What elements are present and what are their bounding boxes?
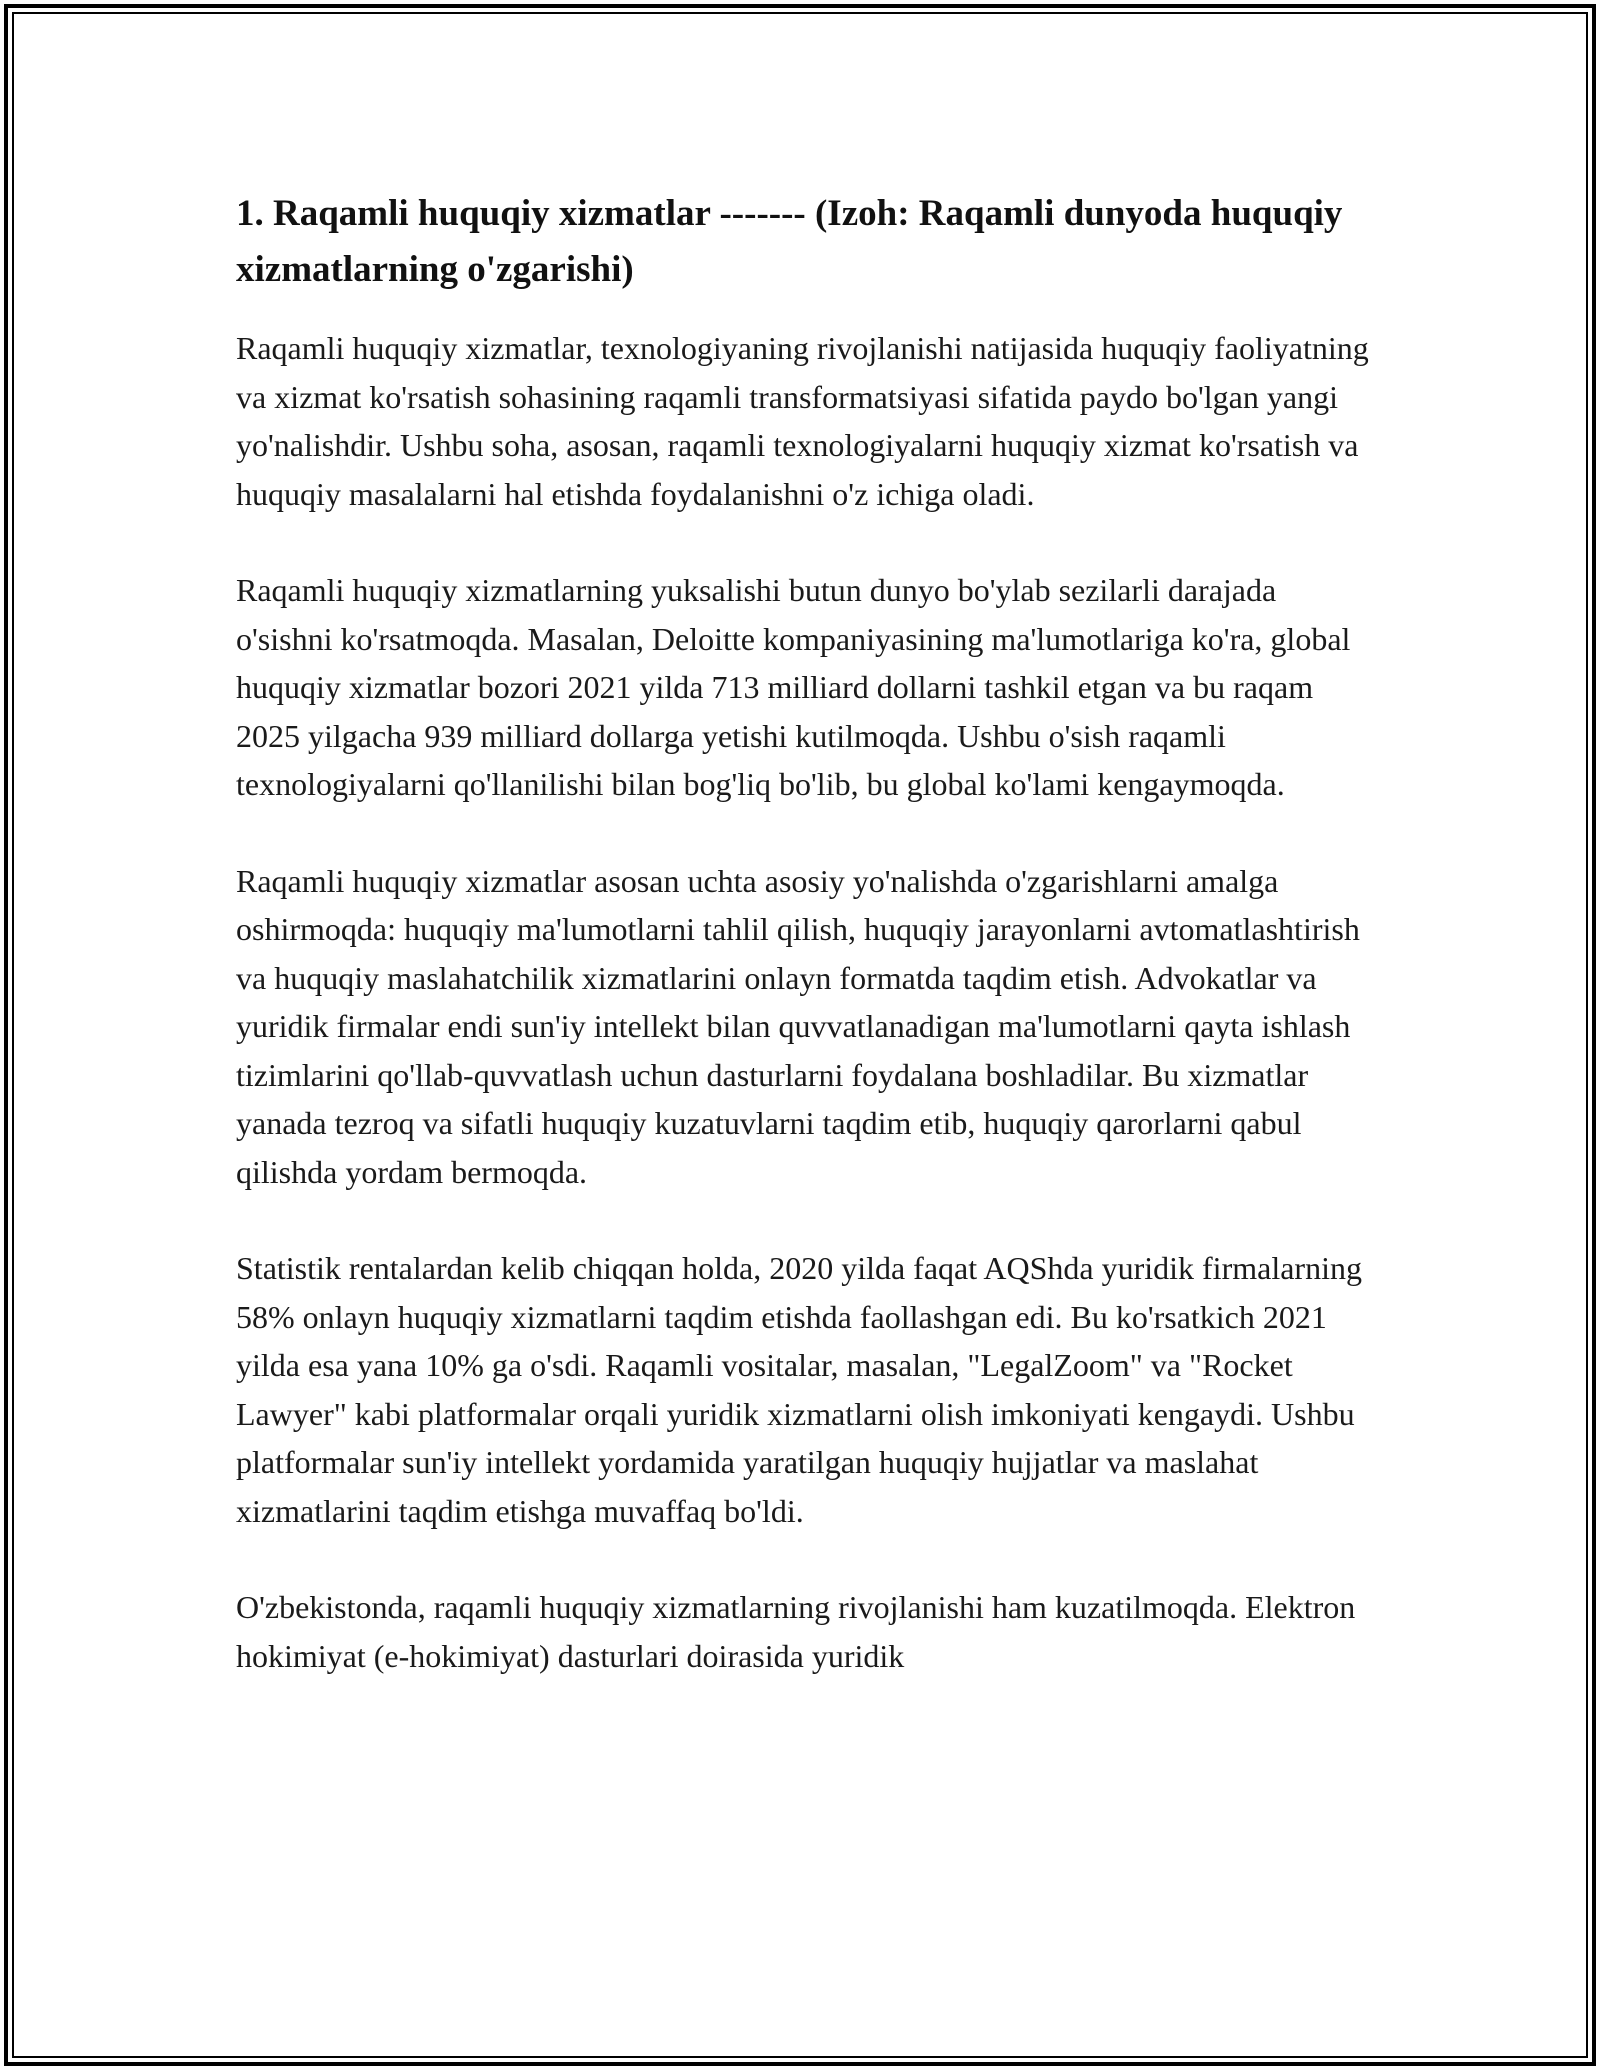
paragraph-main-directions: Raqamli huquqiy xizmatlar asosan uchta asosiy yo'nalishda o'zgarishlarni amalga oshirmoqda: huquqiy ma'lumotlarni tahlil qilish, huquqiy jarayonlarni avtomatlashtirish va huquqiy maslahatchilik xizmatlarini onlayn formatda taqdim etish. Advokatlar va yuridik firmalar endi sun'iy intellekt bilan quvvatlanadigan ma'lumotlarni qayta ishlash tizimlarini qo'llab-quvvatlash uchun dasturlarni foydalana boshladilar. Bu xizmatlar yanada tezroq va sifatli huquqiy kuzatuvlarni taqdim etib, huquqiy qarorlarni qabul qilishda yordam bermoqda.: [236, 862, 1360, 1190]
paragraph-market-growth: Raqamli huquqiy xizmatlarning yuksalishi butun dunyo bo'ylab sezilarli darajada o'sishni ko'rsatmoqda. Masalan, Deloitte kompaniyasining ma'lumotlariga ko'ra, global huquqiy xizmatlar bozori 2021 yilda 713 milliard dollarni tashkil etgan va bu raqam 2025 yilgacha 939 milliard dollarga yetishi kutilmoqda. Ushbu o'sish raqamli texnologiyalarni qo'llanilishi bilan bog'liq bo'lib, bu global ko'lami kengaymoqda.: [236, 572, 1351, 802]
paragraph-statistics: Statistik rentalardan kelib chiqqan holda, 2020 yilda faqat AQShda yuridik firmalarning 58% onlayn huquqiy xizmatlarni taqdim etishda faollashgan edi. Bu ko'rsatkich 2021 yilda esa yana 10% ga o'sdi. Raqamli vositalar, masalan, "LegalZoom" va "Rocket Lawyer" kabi platformalar orqali yuridik xizmatlarni olish imkoniyati kengaydi. Ushbu platformalar sun'iy intellekt yordamida yaratilgan huquqiy hujjatlar va maslahat xizmatlarini taqdim etishga muvaffaq bo'ldi.: [236, 1250, 1362, 1529]
paragraph-intro: Raqamli huquqiy xizmatlar, texnologiyaning rivojlanishi natijasida huquqiy faoliyatning va xizmat ko'rsatish sohasining raqamli transformatsiyasi sifatida paydo bo'lgan yangi yo'nalishdir. Ushbu soha, asosan, raqamli texnologiyalarni huquqiy xizmat ko'rsatish va huquqiy masalalarni hal etishda foydalanishni o'z ichiga oladi.: [236, 330, 1369, 512]
section-heading: 1. Raqamli huquqiy xizmatlar ------- (Izoh: Raqamli dunyoda huquqiy xizmatlarning o'zgarishi): [236, 193, 1343, 290]
paragraph-uzbekistan: O'zbekistonda, raqamli huquqiy xizmatlarning rivojlanishi ham kuzatilmoqda. Elektron hokimiyat (e-hokimiyat) dasturlari doirasida yuridik: [236, 1589, 1356, 1674]
document-body: [236, 186, 1376, 1680]
